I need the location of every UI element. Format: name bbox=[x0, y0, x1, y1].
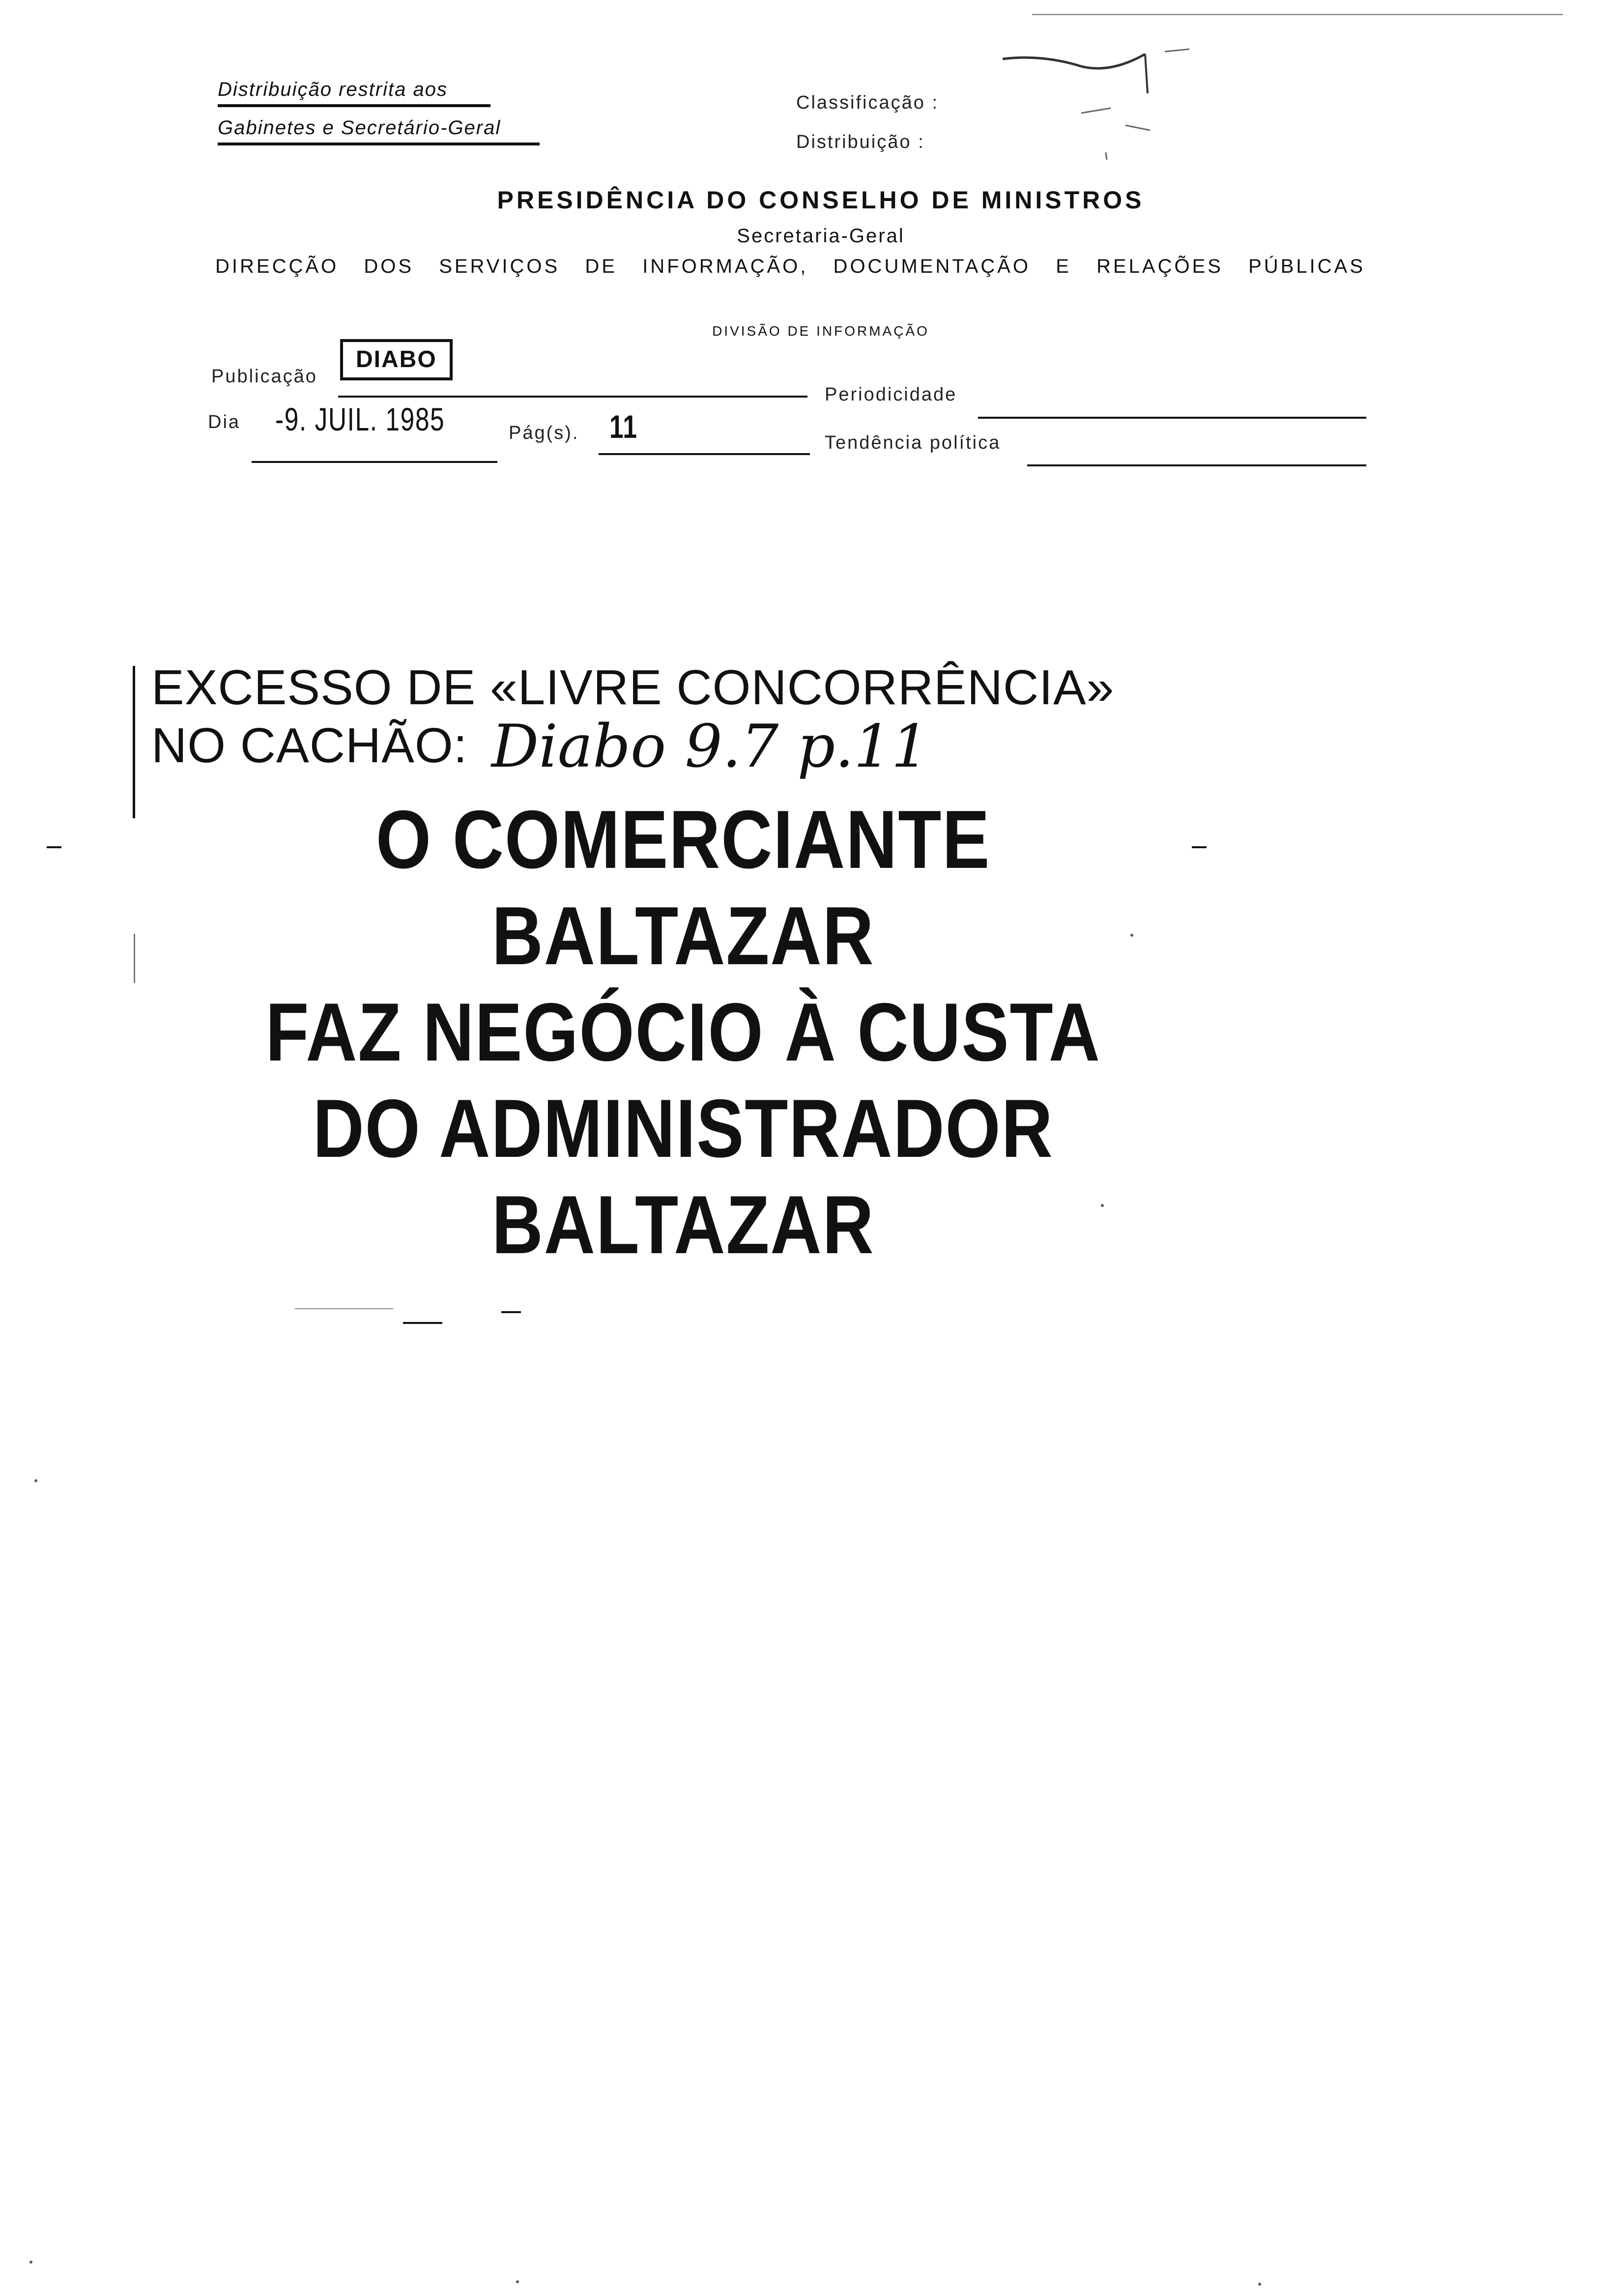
day-rule bbox=[252, 461, 497, 463]
handwritten-note: Diabo 9.7 p.11 bbox=[491, 713, 929, 781]
directorate-title: DIRECÇÃO DOS SERVIÇOS DE INFORMAÇÃO, DOCUMENTAÇÃO E RELAÇÕES PÚBLICAS bbox=[215, 256, 1365, 277]
scan-speck-1 bbox=[1130, 934, 1133, 937]
margin-mark-right bbox=[1192, 846, 1207, 848]
headline-line-5: BALTAZAR bbox=[491, 1178, 875, 1271]
scan-speck-4 bbox=[29, 2261, 32, 2264]
headline-line-2: BALTAZAR bbox=[491, 890, 875, 982]
clipping-kicker-line2: NO CACHÃO: bbox=[151, 718, 468, 773]
distribution-label: Distribuição : bbox=[796, 132, 925, 152]
publication-label: Publicação bbox=[211, 366, 317, 387]
scan-speck-6 bbox=[1258, 2283, 1261, 2286]
periodicity-rule bbox=[978, 417, 1366, 419]
top-faint-rule bbox=[1032, 14, 1563, 15]
tendency-label: Tendência política bbox=[825, 432, 1001, 453]
clipping-left-border bbox=[133, 666, 135, 818]
periodicity-label: Periodicidade bbox=[825, 384, 957, 405]
publication-rule bbox=[338, 396, 807, 398]
office-title: PRESIDÊNCIA DO CONSELHO DE MINISTROS bbox=[497, 186, 1145, 214]
publication-stamp: DIABO bbox=[340, 339, 453, 380]
restricted-underline-1 bbox=[218, 104, 490, 107]
scan-speck-3 bbox=[34, 1479, 37, 1482]
restricted-distribution-line1: Distribuição restrita aos bbox=[218, 79, 448, 100]
headline bbox=[197, 791, 1169, 1273]
clipping-bottom-dots bbox=[295, 1308, 393, 1309]
clipping-kicker-line1: EXCESSO DE «LIVRE CONCORRÊNCIA» bbox=[151, 660, 1115, 715]
pages-label: Pág(s). bbox=[509, 423, 579, 443]
headline-line-3: FAZ NEGÓCIO À CUSTA bbox=[265, 986, 1101, 1078]
pages-rule bbox=[599, 453, 810, 455]
classification-label: Classificação : bbox=[796, 92, 939, 113]
scan-speck-2 bbox=[1101, 1204, 1104, 1207]
pages-value: 11 bbox=[609, 408, 638, 445]
margin-mark-left bbox=[47, 846, 61, 848]
headline-line-1: O COMERCIANTE bbox=[375, 793, 991, 886]
clipping-bottom-mark-1 bbox=[403, 1322, 442, 1324]
secretariat-title: Secretaria-Geral bbox=[737, 225, 905, 247]
clipping-bottom-mark-2 bbox=[501, 1311, 521, 1313]
scan-speck-5 bbox=[516, 2280, 519, 2283]
tendency-rule bbox=[1027, 464, 1366, 466]
restricted-underline-2 bbox=[218, 143, 540, 145]
day-label: Dia bbox=[208, 412, 241, 432]
scan-marks-top-right bbox=[983, 34, 1258, 162]
division-title: DIVISÃO DE INFORMAÇÃO bbox=[712, 323, 929, 339]
headline-line-4: DO ADMINISTRADOR bbox=[313, 1082, 1054, 1175]
day-value: -9. JUIL. 1985 bbox=[275, 401, 445, 437]
clipping-left-border-lower bbox=[134, 934, 135, 983]
restricted-distribution-line2: Gabinetes e Secretário-Geral bbox=[218, 117, 501, 139]
